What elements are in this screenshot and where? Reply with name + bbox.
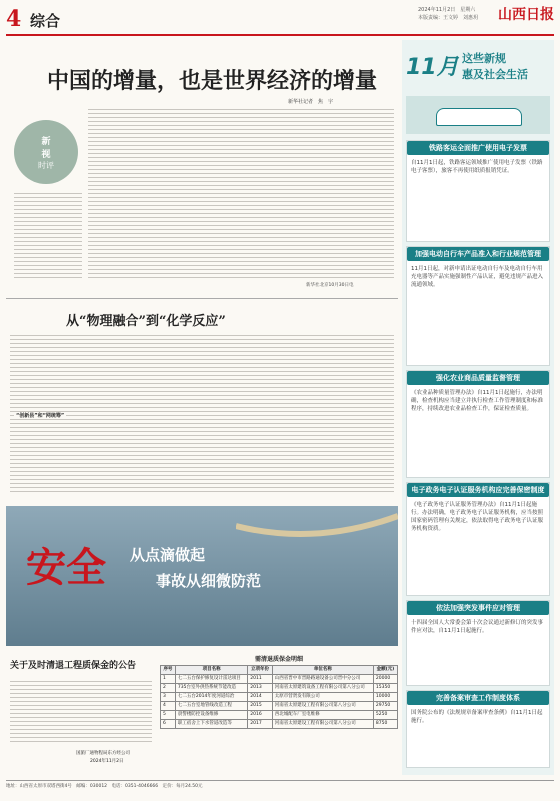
- table-cell: 4: [161, 702, 176, 711]
- table-row: [161, 720, 398, 729]
- table-cell: 2014: [248, 693, 272, 702]
- safety-line-1: 从点滴做起: [130, 546, 206, 564]
- table-cell: 山西省晋中市晋路路通设备公司晋中分公司: [272, 675, 373, 684]
- second-subhead: “创新县”和“网统筹”: [16, 413, 65, 419]
- issue-date: 2024年11月2日 星期六: [418, 7, 476, 13]
- banner-line-2: 惠及社会生活: [462, 68, 528, 81]
- table-cell: 2013: [248, 684, 272, 693]
- table-cell: 2015: [248, 702, 272, 711]
- news-card-heading: 依法加强突发事件应对管理: [407, 601, 549, 615]
- table-cell: 8750: [373, 720, 397, 729]
- table-header-cell: 序号: [161, 666, 176, 675]
- table-row: [161, 711, 398, 720]
- safety-line-2: 事故从细微防范: [156, 572, 262, 590]
- page-footer: 地址：山西省太原市双塔西街4号 邮编：030012 电话：0351-4046666 定价：每月24.50元: [6, 780, 554, 795]
- table-cell: 晨警楼防控设备维修: [175, 711, 247, 720]
- table-cell: 1: [161, 675, 176, 684]
- table-cell: 七二五台保护修复设计雷达项目: [175, 675, 247, 684]
- table-header-cell: 立项年份: [248, 666, 272, 675]
- table-cell: 20000: [373, 675, 397, 684]
- news-card-heading: 完善备案审查工作制度体系: [407, 691, 549, 705]
- news-card-body: 11月1日起，对新申请出证电动自行车及电动自行车用充电器等产品实施强制性产品认证，避免违规产品进入流通领域。: [411, 266, 544, 288]
- notice-signer: 国旅厂通物程局东方经公司: [76, 751, 130, 756]
- notice-title: 关于及时清退工程质保金的公告: [10, 661, 137, 671]
- news-card: [406, 600, 550, 686]
- news-card-heading: 电子政务电子认证服务机构应完善保密制度: [407, 483, 549, 497]
- news-card-body: 《农业品种质量管理办法》自11月1日起施行，办法明确，检查机构应当建立并执行检查工作管理制度和标准程序，持续改进农业品检查工作，保证检查质量。: [411, 390, 544, 412]
- news-card: [406, 482, 550, 596]
- table-row: [161, 702, 398, 711]
- sidebar: [402, 40, 554, 775]
- table-cell: 3: [161, 693, 176, 702]
- banner-line-1: 这些新规: [462, 52, 506, 65]
- news-card-body: 《电子政务电子认证服务管理办法》自11月1日起施行。办法明确，电子政务电子认证服务机构，应当按照国家密码管理有关规定，依法取得电子政务电子认证服务机构资质。: [411, 502, 544, 532]
- table-cell: 29750: [373, 702, 397, 711]
- news-card: [406, 140, 550, 242]
- table-cell: 6: [161, 720, 176, 729]
- notice: [6, 654, 156, 774]
- table-header-cell: 项目名称: [175, 666, 247, 675]
- notice-date: 2024年11月2日: [90, 759, 124, 764]
- newspaper-logo: 山西日报: [498, 7, 554, 23]
- table-cell: 太原市营贤发有限公司: [272, 693, 373, 702]
- table-row: [161, 693, 398, 702]
- second-article: [6, 302, 398, 502]
- deposit-table: [160, 665, 398, 729]
- second-body-text: [10, 332, 394, 492]
- news-card: [406, 246, 550, 366]
- table-cell: 2: [161, 684, 176, 693]
- table-row: [161, 675, 398, 684]
- lead-title: 中国的增量，也是世界经济的增量: [46, 68, 377, 94]
- table-cell: 5250: [373, 711, 397, 720]
- banner-number: 11月: [406, 55, 459, 80]
- table-cell: 5: [161, 711, 176, 720]
- news-card-body: 国务院公布的《法规规章备案审查条例》自11月1日起施行。: [411, 710, 543, 724]
- header-rule: [6, 34, 554, 36]
- table-cell: 西北城配车厂室电维修: [272, 711, 373, 720]
- editor-credits: 本版责编：王文婷 刘惠玥: [418, 15, 479, 21]
- table-cell: 10000: [373, 693, 397, 702]
- table-header-cell: 金额(元): [373, 666, 397, 675]
- commentary-badge: 新 视 时评: [14, 120, 78, 184]
- table-cell: 七二五台2014年度河道综治: [175, 693, 247, 702]
- rope-illustration: [236, 506, 398, 646]
- train-illustration: [406, 96, 550, 134]
- news-card-body: 十四届全国人大常委会第十次会议通过新修订的突发事件应对法，自11月1日起施行。: [411, 620, 544, 634]
- table-header-cell: 单位名称: [272, 666, 373, 675]
- section-title: 综合: [30, 12, 61, 30]
- lead-body-text-left: [14, 190, 82, 280]
- table-cell: 七二五台室地管线改造工程: [175, 702, 247, 711]
- safety-big-text: 安全: [26, 544, 106, 591]
- table-cell: 15350: [373, 684, 397, 693]
- deposit-table-block: [160, 654, 398, 729]
- news-card: [406, 690, 550, 768]
- table-cell: 2011: [248, 675, 272, 684]
- table-cell: 河南省太原建设工程有限公司第八分公司: [272, 702, 373, 711]
- page-header: [0, 0, 560, 36]
- news-card: [406, 370, 550, 478]
- news-card-heading: 强化农业商品质量监督管理: [407, 371, 549, 385]
- table-cell: 职工宿舍上下水管道改造等: [175, 720, 247, 729]
- table-cell: 735台室外供热系统节能改造: [175, 684, 247, 693]
- table-cell: 河南省太原建筑设备工程有限公司第八分公司: [272, 684, 373, 693]
- table-cell: 2016: [248, 711, 272, 720]
- news-card-heading: 铁路客运全面推广使用电子发票: [407, 141, 549, 155]
- table-cell: 河南省太原建设工程有限公司第八分公司: [272, 720, 373, 729]
- lead-byline: 新华社记者 焦 宇: [288, 99, 334, 105]
- lead-body-text: [88, 106, 394, 280]
- table-title: 需清退质保金明细: [254, 656, 303, 663]
- page-number: 4: [6, 6, 22, 32]
- table-cell: 2017: [248, 720, 272, 729]
- lead-dateline: 新华社北京10月30日电: [306, 283, 354, 288]
- second-title: 从“物理融合”到“化学反应”: [66, 314, 226, 329]
- news-card-body: 自11月1日起，铁路客运领域推广使用电子发票（铁路电子客票），旅客不再使用纸质报销凭证。: [411, 160, 543, 174]
- safety-ad: [6, 506, 398, 646]
- news-card-heading: 加强电动自行车产品准入和行业规范管理: [407, 247, 549, 261]
- sidebar-banner: [406, 44, 550, 92]
- lead-article: [6, 40, 398, 299]
- table-row: [161, 684, 398, 693]
- notice-body: [10, 678, 152, 744]
